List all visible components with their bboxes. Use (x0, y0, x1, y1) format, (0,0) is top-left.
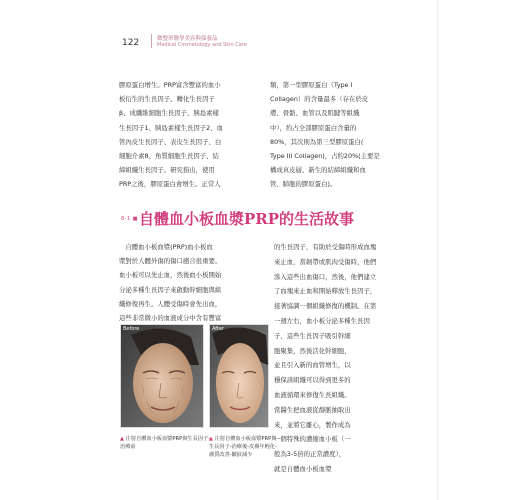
caption-text: 注射自體血小板血漿PRP與生長因子-治療後-皮膚年輕化-膚質改善-皺紋減少 (209, 436, 277, 458)
text-line: 並且引入新的血管增生，以 (274, 361, 351, 370)
before-label: Before (123, 326, 140, 332)
text-line: 80%，其次則為第三型膠原蛋白( (270, 137, 364, 146)
text-line: 生長因子1、胰島素樣生長因子2、血 (119, 123, 223, 132)
section-heading (121, 208, 421, 230)
text-line: β、成纖維細胞生長因子、胰島素樣 (119, 109, 219, 118)
text-line: 管、肺胞的膠原蛋白)。 (270, 180, 337, 189)
text-line: 類，第一型膠原蛋白（Type I (270, 81, 353, 89)
text-line: 分泌多種生長因子來啟動幹細胞與組 (119, 285, 222, 294)
text-line: 構成真皮層、新生的結締組織和血 (270, 166, 366, 175)
after-label: After (212, 326, 225, 332)
text-line: 自體血小板血漿(PRP)血小板血 (119, 243, 213, 251)
face-after-illustration (210, 325, 268, 427)
before-caption (120, 435, 210, 451)
text-line: 當醫生把血液從靜脈抽取出 (274, 405, 351, 414)
text-line: 了血塊來止血和開始釋放生長因子， (274, 287, 377, 296)
section-number: 8-1 ■ (121, 216, 138, 222)
before-photo (120, 324, 204, 428)
text-line: 膠原蛋白增生。PRP富含豐富的血小 (119, 81, 221, 89)
text-line: 就是自體血小板血漿 (274, 464, 332, 473)
text-line: 血液循環來修復生長組織。 (274, 390, 351, 399)
header-separator (151, 34, 152, 48)
text-line: Type III Collagen)，占約20%(主要是 (270, 152, 380, 161)
text-line: 織修復再生。人體受傷時會先出血， (119, 299, 222, 308)
text-line: 細胞介素8、角質細胞生長因子、結 (119, 152, 219, 161)
after-caption (209, 435, 279, 459)
text-line: 的生長因子，有助於受傷時形成血塊 (274, 243, 377, 251)
body-right-column (274, 240, 407, 477)
text-line: 中），約占全部膠原蛋白含量的 (270, 123, 357, 132)
section-title: 自體血小板血漿PRP的生活故事 (139, 210, 355, 228)
face-before-illustration (121, 325, 203, 427)
text-line: 來止血，當韌帶或肌肉受傷時，他們 (274, 257, 377, 266)
text-line: 子，這些生長因子吸引幹細 (274, 331, 351, 340)
text-line: 來，並將它離心，製作成為 (274, 420, 351, 429)
body-left-column (119, 240, 261, 325)
text-line: 膚、骨骼、血管以及肌腱等組織 (270, 109, 360, 118)
running-header-zh: 微整形醫學美容與保養品 (157, 36, 218, 42)
text-line: Collagen）的含量最多（存在於皮 (270, 95, 369, 104)
top-left-column (119, 78, 256, 192)
text-line: 漿對於人體外傷的傷口癒合很重要。 (119, 257, 222, 266)
text-line: 血小板可以先止血，然後血小板開始 (119, 271, 222, 280)
text-line: 締組織生長因子。研究指出，使用 (119, 166, 215, 175)
text-line: 一週左右，血小板分泌多種生長因 (274, 316, 370, 325)
text-line: 接著協調一個組織修復的機制。在第 (274, 302, 377, 311)
text-line: 胞聚集，然後活化幹細胞， (274, 346, 351, 355)
text-line: 一個特殊的濃縮血小板（一 (274, 435, 351, 444)
text-line: 管內皮生長因子、表皮生長因子、白 (119, 137, 222, 146)
text-line: 般為3-5倍的正常濃度）， (274, 450, 346, 459)
top-right-column (270, 78, 406, 192)
text-line: 穩保該組織可以得到更多的 (274, 376, 351, 385)
text-line: 滲入這些出血傷口，然後，他們建立 (274, 272, 377, 281)
page-edge-shadow (437, 0, 439, 500)
page-number: 122 (122, 38, 140, 48)
caption-triangle-icon: ▲ (120, 436, 124, 442)
text-line: PRP之後，膠原蛋白會增生。正常人 (119, 180, 221, 189)
caption-triangle-icon: ▲ (209, 436, 213, 442)
caption-text: 注射自體血小板血漿PRP與生長因子-治療前 (120, 436, 211, 450)
text-line: 板衍生的生長因子、轉化生長因子 (119, 95, 215, 104)
running-header-en: Medical Cosmetology and Skin Care (157, 42, 247, 48)
after-photo (209, 324, 269, 428)
text-line: 這些非常微小的血液成分中含有豐富 (119, 314, 222, 323)
